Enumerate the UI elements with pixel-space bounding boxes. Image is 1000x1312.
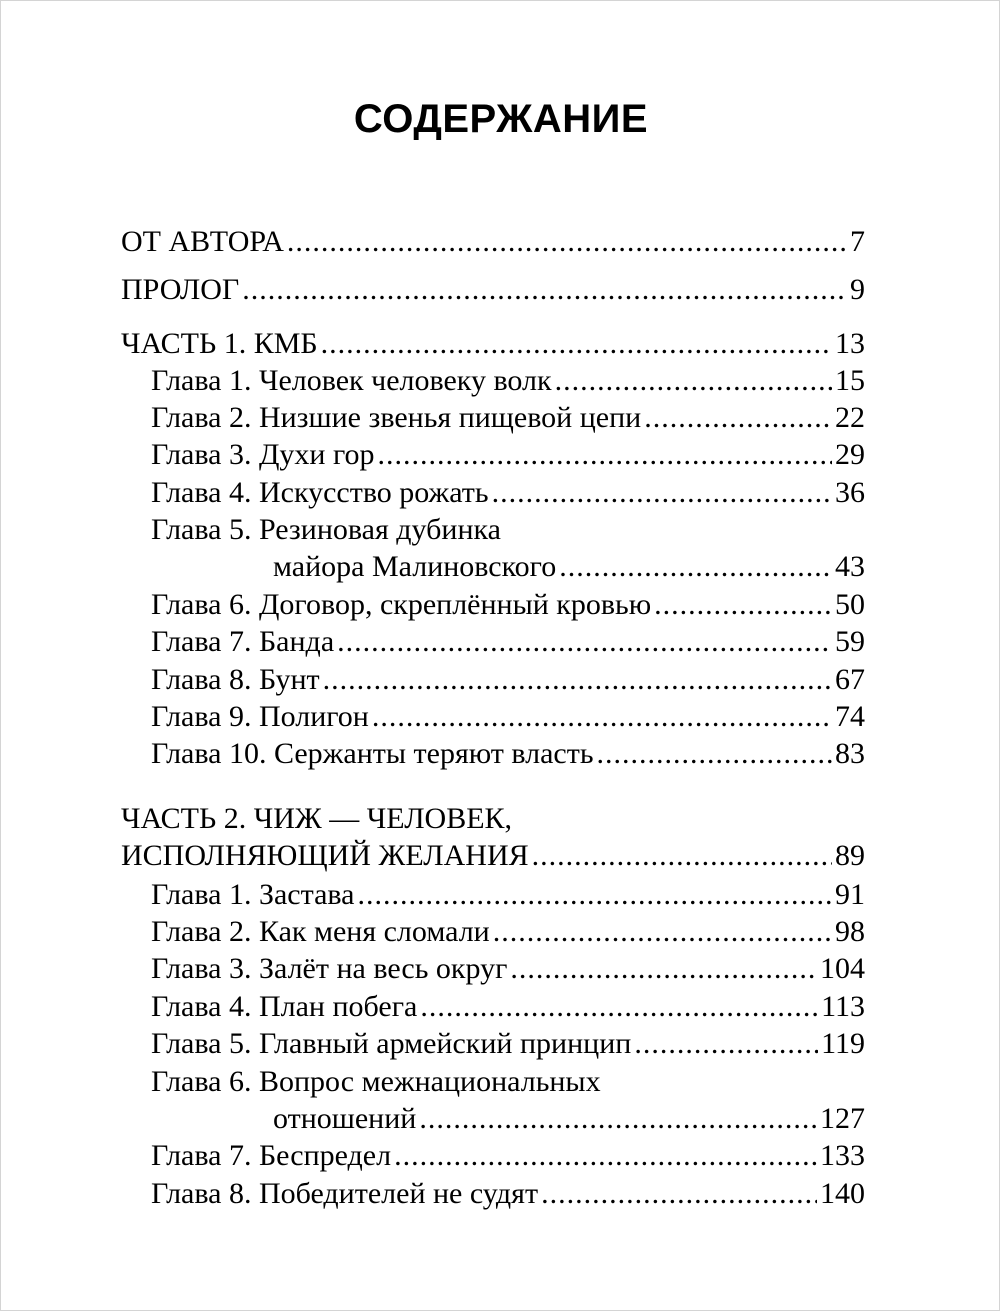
dot-leader [492, 476, 832, 510]
dot-leader [420, 990, 818, 1024]
toc-entry-label: отношений [273, 1102, 417, 1135]
toc-entry-label: Глава 9. Полигон [151, 700, 369, 733]
toc-page-number: 7 [850, 225, 865, 258]
toc-entry-prologue[interactable] [121, 269, 865, 307]
toc-page-number: 89 [835, 839, 865, 872]
toc-entry-label: Глава 8. Бунт [151, 663, 320, 696]
toc-page-number: 119 [821, 1027, 865, 1060]
toc-page-number: 9 [850, 273, 865, 306]
toc-entry-part1-chapter-8[interactable] [151, 659, 865, 697]
toc-page-number: 59 [835, 625, 865, 658]
toc-page-number: 127 [820, 1102, 865, 1135]
toc-entry-part1-chapter-5[interactable] [273, 546, 865, 584]
toc-entry-part-2[interactable] [121, 835, 865, 873]
toc-entry-label: Глава 3. Залёт на весь округ [151, 952, 508, 985]
dot-leader [597, 737, 832, 771]
toc-entry-part1-chapter-3[interactable] [151, 434, 865, 472]
toc-entry-label: ОТ АВТОРА [121, 225, 284, 258]
toc-page-number: 50 [835, 588, 865, 621]
dot-leader [654, 588, 832, 622]
toc-page-number: 43 [835, 550, 865, 583]
toc-entry-part2-chapter-4[interactable] [151, 986, 865, 1024]
toc-page-number: 36 [835, 476, 865, 509]
toc-page-number: 98 [835, 915, 865, 948]
dot-leader [555, 364, 832, 398]
toc-entry-part1-chapter-1[interactable] [151, 360, 865, 398]
toc-entry-part-2-line1[interactable] [121, 798, 512, 836]
dot-leader [634, 1027, 818, 1061]
toc-entry-label: Глава 4. Искусство рожать [151, 476, 489, 509]
toc-entry-part1-chapter-5-line1[interactable] [151, 509, 501, 547]
toc-entry-part1-chapter-2[interactable] [151, 397, 865, 435]
toc-entry-label: майора Малиновского [273, 550, 557, 583]
toc-entry-label: Глава 10. Сержанты теряют власть [151, 737, 594, 770]
dot-leader [378, 438, 832, 472]
toc-entry-label: ЧАСТЬ 1. КМБ [121, 327, 318, 360]
toc-entry-label: Глава 5. Главный армейский принцип [151, 1027, 632, 1060]
dot-leader [541, 1177, 817, 1211]
dot-leader [323, 663, 832, 697]
toc-entry-part2-chapter-6[interactable] [273, 1098, 865, 1136]
toc-entry-label: Глава 1. Человек человеку волк [151, 364, 552, 397]
toc-entry-part1-chapter-9[interactable] [151, 696, 865, 734]
toc-entry-label: Глава 7. Банда [151, 625, 335, 658]
toc-entry-part-1[interactable] [121, 323, 865, 361]
toc-entry-label: ЧАСТЬ 2. ЧИЖ — ЧЕЛОВЕК, [121, 802, 513, 835]
toc-entry-part2-chapter-2[interactable] [151, 911, 865, 949]
toc-entry-part1-chapter-6[interactable] [151, 584, 865, 622]
dot-leader [321, 327, 832, 361]
toc-page-number: 67 [835, 663, 865, 696]
toc-page-number: 140 [820, 1177, 865, 1210]
toc-entry-from-author[interactable] [121, 221, 865, 259]
toc-entry-part2-chapter-5[interactable] [151, 1023, 865, 1061]
toc-entry-part1-chapter-4[interactable] [151, 472, 865, 510]
toc-entry-label: Глава 3. Духи гор [151, 438, 375, 471]
toc-entry-label: Глава 2. Как меня сломали [151, 915, 490, 948]
dot-leader [242, 273, 847, 307]
toc-entry-label: ПРОЛОГ [121, 273, 240, 306]
toc-page-number: 91 [835, 878, 865, 911]
toc-page-number: 13 [835, 327, 865, 360]
dot-leader [287, 225, 847, 259]
toc-entry-part1-chapter-7[interactable] [151, 621, 865, 659]
toc-entry-label: Глава 6. Вопрос межнациональных [151, 1065, 601, 1098]
toc-entry-label: Глава 4. План побега [151, 990, 418, 1023]
toc-entry-part2-chapter-6-line1[interactable] [151, 1061, 601, 1099]
dot-leader [493, 915, 832, 949]
toc-entry-part2-chapter-7[interactable] [151, 1135, 865, 1173]
toc-entry-label: Глава 7. Беспредел [151, 1139, 392, 1172]
toc-entry-part1-chapter-10[interactable] [151, 733, 865, 771]
toc-page-number: 22 [835, 401, 865, 434]
toc-page-number: 113 [821, 990, 865, 1023]
toc-entry-label: Глава 2. Низшие звенья пищевой цепи [151, 401, 642, 434]
dot-leader [559, 550, 832, 584]
toc-page-number: 74 [835, 700, 865, 733]
toc-page-number: 104 [820, 952, 865, 985]
toc-entry-label: Глава 1. Застава [151, 878, 355, 911]
toc-page-number: 15 [835, 364, 865, 397]
dot-leader [644, 401, 832, 435]
dot-leader [358, 878, 833, 912]
dot-leader [419, 1102, 817, 1136]
dot-leader [372, 700, 832, 734]
dot-leader [337, 625, 832, 659]
dot-leader [394, 1139, 817, 1173]
toc-page-number: 83 [835, 737, 865, 770]
dot-leader [532, 839, 832, 873]
table-of-contents [1, 1, 1000, 1312]
toc-page-number: 29 [835, 438, 865, 471]
toc-entry-part2-chapter-3[interactable] [151, 948, 865, 986]
page-title: СОДЕРЖАНИЕ [353, 97, 649, 141]
toc-entry-label: Глава 6. Договор, скреплённый кровью [151, 588, 652, 621]
toc-entry-part2-chapter-8[interactable] [151, 1173, 865, 1211]
toc-entry-label: ИСПОЛНЯЮЩИЙ ЖЕЛАНИЯ [121, 839, 529, 872]
toc-entry-label: Глава 5. Резиновая дубинка [151, 513, 501, 546]
toc-page-number: 133 [820, 1139, 865, 1172]
toc-entry-label: Глава 8. Победителей не судят [151, 1177, 539, 1210]
dot-leader [510, 952, 817, 986]
toc-entry-part2-chapter-1[interactable] [151, 874, 865, 912]
